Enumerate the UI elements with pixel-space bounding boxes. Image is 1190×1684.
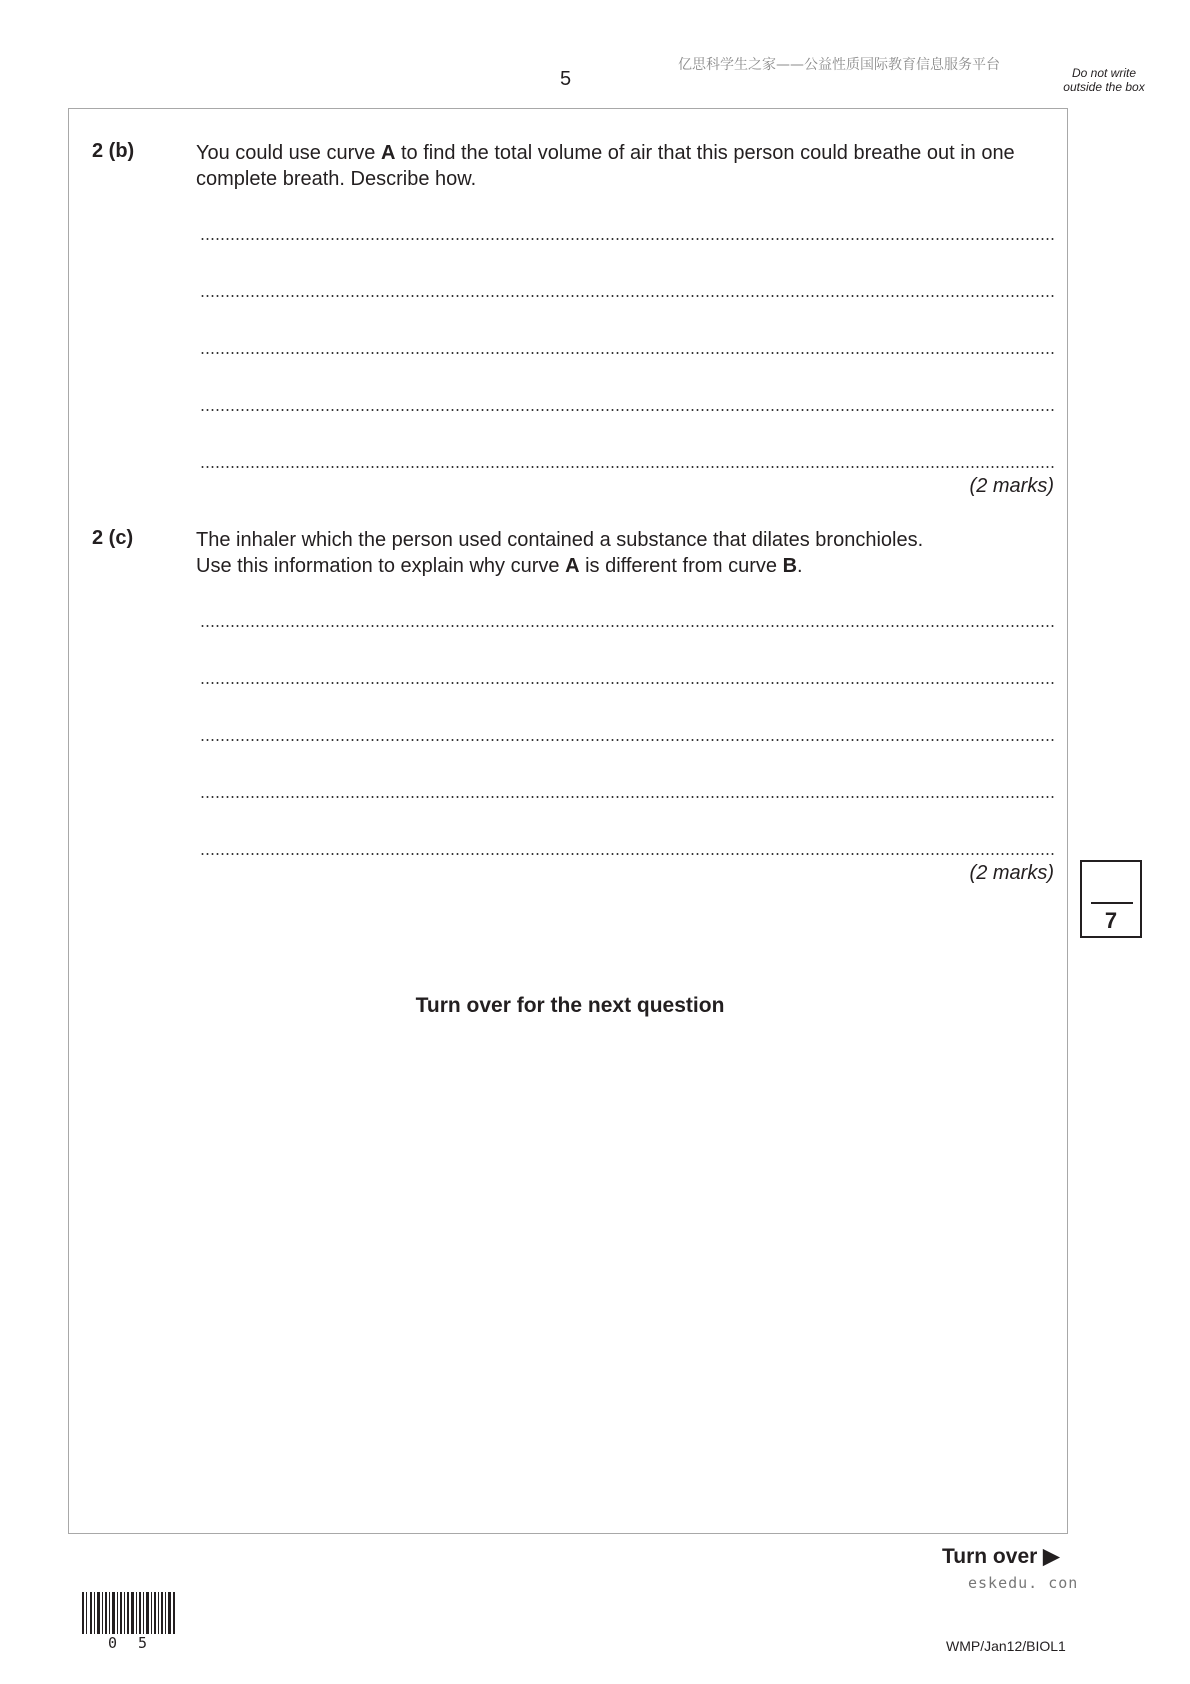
watermark-text: 亿思科学生之家——公益性质国际教育信息服务平台 (678, 57, 1000, 73)
answer-line[interactable] (200, 466, 1056, 468)
turn-over-label: Turn over ▶ (942, 1545, 1060, 1568)
answer-line[interactable] (200, 352, 1056, 354)
answer-line[interactable] (200, 625, 1056, 627)
question-text-2b: You could use curve A to find the total volume of air that this person could breathe out in one complete breath. Describe how. (196, 142, 1015, 190)
answer-line[interactable] (200, 682, 1056, 684)
page-number: 5 (560, 68, 572, 90)
marks-label-2c: (2 marks) (969, 862, 1054, 884)
paper-code: WMP/Jan12/BIOL1 (946, 1638, 1066, 1654)
barcode-number: 0 5 (108, 1634, 154, 1652)
turn-over-next-question: Turn over for the next question (415, 994, 725, 1017)
margin-note: Do not write outside the box (1063, 66, 1145, 94)
marks-label-2b: (2 marks) (969, 475, 1054, 497)
question-text-2c: The inhaler which the person used contained a substance that dilates bronchioles. Use this information to explain why curve A is different from curve B. (196, 529, 924, 577)
answer-line[interactable] (200, 739, 1056, 741)
answer-line[interactable] (200, 853, 1056, 855)
answer-line[interactable] (200, 409, 1056, 411)
answer-line[interactable] (200, 796, 1056, 798)
barcode-icon (82, 1592, 178, 1634)
score-total: 7 (1104, 908, 1118, 933)
answer-line[interactable] (200, 238, 1056, 240)
question-number-2c: 2 (c) (92, 527, 134, 549)
score-divider (1091, 902, 1133, 904)
answer-frame (68, 108, 1068, 1534)
question-number-2b: 2 (b) (92, 140, 135, 162)
answer-line[interactable] (200, 295, 1056, 297)
site-watermark: eskedu. con (968, 1574, 1079, 1592)
